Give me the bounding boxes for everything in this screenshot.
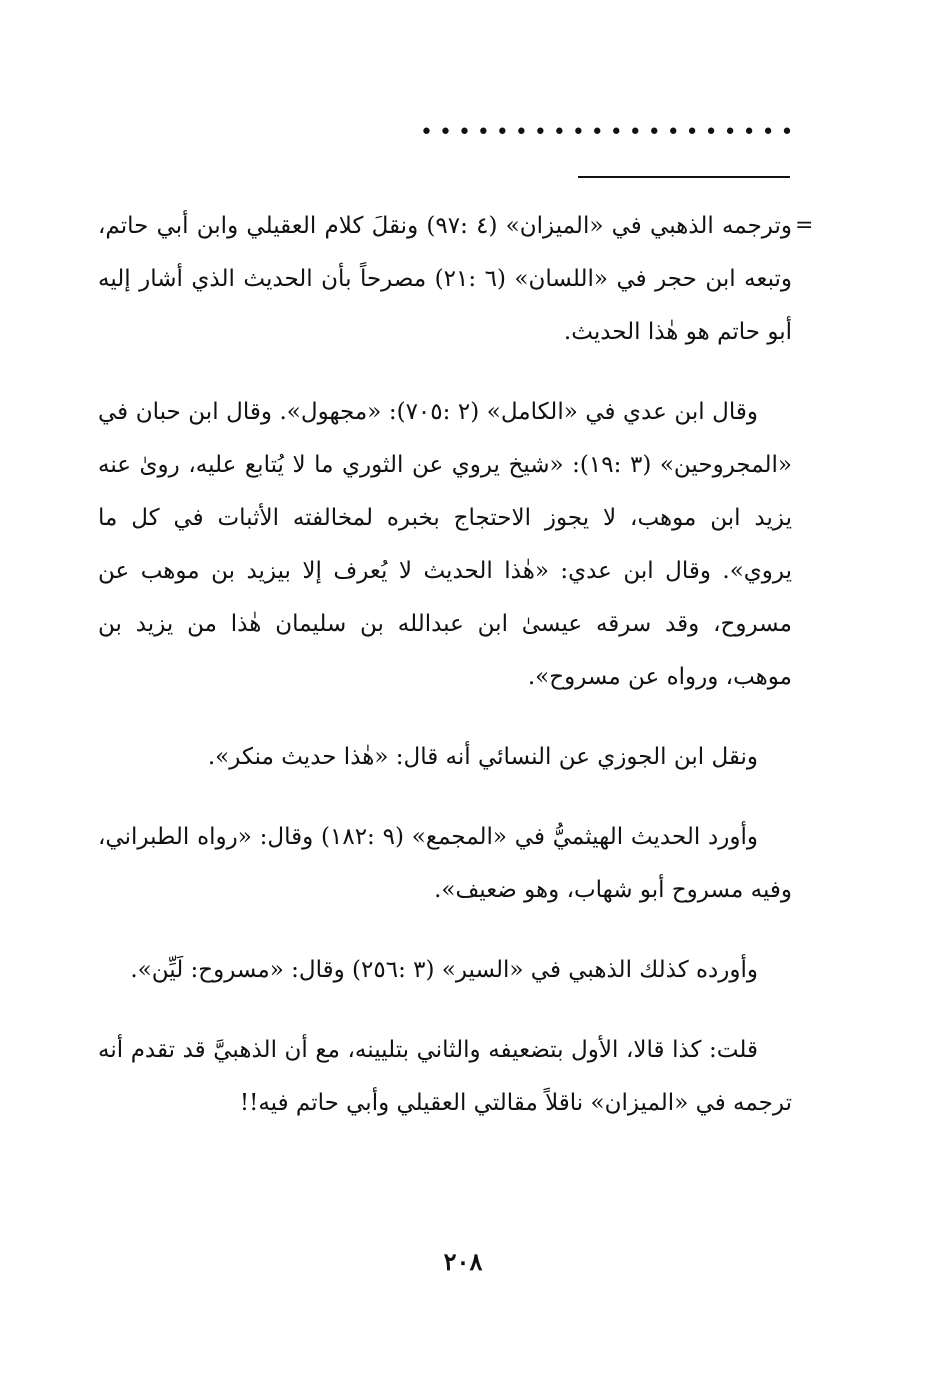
paragraph-ibn-jawzi: ونقل ابن الجوزي عن النسائي أنه قال: «هٰذا حديث منكر». — [207, 744, 758, 770]
paragraph-dhahabi-mizan: وترجمه الذهبي في «الميزان» (٤ :٩٧) ونقلَ كلام العقيلي وابن أبي حاتم، وتبعه ابن حجر في «اللسان» (٦ :٢١) مصرحاً بأن الحديث الذي أشار إليه أبو حاتم هو هٰذا الحديث. — [98, 213, 793, 345]
page-number: ٢٠٨ — [443, 1247, 483, 1276]
paragraph-haythami-majma: وأورد الحديث الهيثميُّ في «المجمع» (٩ :١٨٢) وقال: «رواه الطبراني، وفيه مسروح أبو شهاب، وهو ضعيف». — [98, 824, 792, 903]
decorative-dot-row: •••••••••••••••••••• — [420, 120, 800, 145]
paragraph-ibn-adi-kamil: وقال ابن عدي في «الكامل» (٢ :٧٠٥): «مجهول». وقال ابن حبان في «المجروحين» (٣ :١٩): «شيخ يروي عن الثوري ما لا يُتابع عليه، روىٰ عنه يزيد ابن موهب، لا يجوز الاحتجاج بخبره لمخالفته الأثبات في كل ما يروي». وقال ابن عدي: «هٰذا الحديث لا يُعرف إلا بيزيد بن موهب عن مسروح، وقد سرقه عيسىٰ ابن عبدالله بن سليمان هٰذا من يزيد بن موهب، ورواه عن مسروح». — [98, 399, 793, 690]
continuation-marker: = — [795, 213, 814, 238]
footnote-body — [98, 200, 792, 1130]
footnote-separator-line — [578, 176, 790, 178]
paragraph-author-comment: قلت: كذا قالا، الأول بتضعيفه والثاني بتليينه، مع أن الذهبيَّ قد تقدم أنه ترجمه في «الميزان» ناقلاً مقالتي العقيلي وأبي حاتم فيه!! — [98, 1037, 792, 1116]
paragraph-dhahabi-siyar: وأورده كذلك الذهبي في «السير» (٣ :٢٥٦) وقال: «مسروح: لَيِّن». — [130, 957, 758, 983]
